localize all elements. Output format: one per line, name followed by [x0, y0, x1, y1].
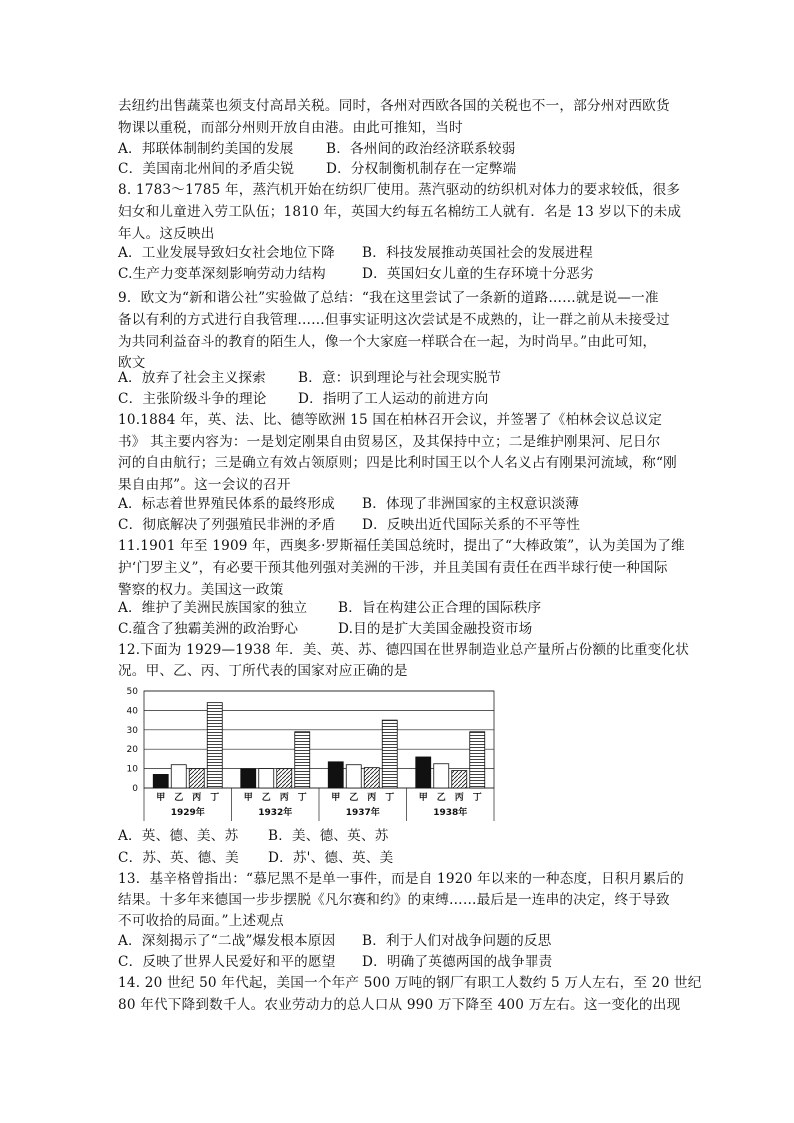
text-line: 书》 其主要内容为：一是划定刚果自由贸易区，及其保持中立；二是维护刚果河、尼日尔 [118, 434, 661, 450]
option-row [118, 264, 612, 284]
answer-option: C．主张阶级斗争的理论 [118, 391, 267, 407]
bar-丁 [207, 703, 222, 788]
series-label: 乙 [436, 793, 446, 803]
text-line: 备以有利的方式进行自我管理……但事实证明这次尝试是不成熟的，让一群之前从未接受过 [118, 312, 670, 328]
text-line: 年人。这反映出 [118, 226, 215, 242]
text-line: 欧文 [118, 355, 146, 371]
y-tick-label: 0 [132, 784, 138, 794]
series-label: 乙 [261, 793, 271, 803]
series-label: 丁 [385, 793, 395, 803]
series-label: 丁 [297, 793, 307, 803]
bar-丁 [382, 720, 397, 788]
text-line: 8. 1783～1785 年，蒸汽机开始在纺织厂使用。蒸汽驱动的纺织机对体力的要求较低，很多 [118, 182, 681, 198]
answer-option: B．利于人们对战争问题的反思 [362, 933, 552, 949]
answer-option: B．各州间的政治经济联系较弱 [326, 141, 516, 157]
answer-option: B．体现了非洲国家的主权意识淡薄 [362, 496, 580, 512]
answer-option: D．反映出近代国际关系的不平等性 [362, 517, 581, 533]
answer-option: D．英国妇女儿童的生存环境十分恶劣 [362, 266, 594, 282]
text-line: 去纽约出售蔬菜也须支付高昂关税。同时，各州对西欧各国的关税也不一，部分州对西欧货 [118, 98, 670, 114]
text-line: 警察的权力。美国这一政策 [118, 582, 284, 598]
option-row [118, 619, 588, 639]
series-label: 甲 [156, 793, 166, 803]
text-line: 果自由邦”。这一会议的召开 [118, 477, 291, 493]
answer-option: B．旨在构建公正合理的国际秩序 [338, 600, 542, 616]
category-label: 1938年 [433, 808, 468, 818]
bar-chart [114, 683, 504, 823]
series-label: 甲 [418, 793, 428, 803]
answer-option: B．科技发展推动英国社会的发展进程 [362, 245, 593, 261]
option-row [118, 598, 588, 618]
series-label: 丙 [367, 793, 377, 803]
series-label: 丙 [279, 793, 289, 803]
bar-丁 [470, 732, 485, 788]
answer-option: C．彻底解决了列强殖民非洲的矛盾 [118, 517, 336, 533]
text-line: 护‘门罗主义”，有必要干预其他列强对美洲的干涉，并且美国有责任在西半球行使一种国际 [118, 560, 668, 576]
bar-甲 [328, 762, 343, 788]
bar-乙 [346, 765, 361, 788]
option-row [118, 494, 612, 514]
category-label: 1937年 [345, 808, 380, 818]
y-tick-label: 30 [126, 725, 138, 736]
category-label: 1932年 [258, 808, 293, 818]
option-row [118, 848, 428, 868]
y-tick-label: 40 [126, 706, 138, 717]
answer-option: A．维护了美洲民族国家的独立 [118, 600, 308, 616]
text-line: 9．欧文为“新和谐公社”实验做了总结：“我在这里尝试了一条新的道路……就是说—一准 [118, 290, 659, 306]
series-label: 丙 [454, 793, 464, 803]
answer-option: A．英、德、美、苏 [118, 828, 239, 844]
answer-option: D．明确了英德两国的战争罪责 [362, 954, 553, 970]
text-line: 妇女和儿童进入劳工队伍；1810 年，英国大约每五名棉纺工人就有．名是 13 岁以下的未成 [118, 204, 682, 220]
text-line: 11.1901 年至 1909 年，西奥多·罗斯福任美国总统时，提出了“大棒政策”，认为美国为了维 [118, 538, 685, 554]
answer-option: C.生产力变革深刻影响劳动力结构 [118, 266, 326, 282]
option-row [118, 139, 546, 159]
bar-丙 [452, 771, 467, 788]
text-line: 10.1884 年，英、法、比、德等欧洲 15 国在柏林召开会议，并签署了《柏林会议总议定 [118, 412, 663, 428]
answer-option: B．意：识到理论与社会现实脱节 [298, 370, 502, 386]
text-line: 为共同利益奋斗的教育的陌生人，像一个大家庭一样联合在一起，为时尚早。”由此可知， [118, 334, 657, 350]
bar-乙 [434, 764, 449, 788]
option-row [118, 952, 612, 972]
series-label: 丙 [192, 793, 202, 803]
answer-option: A．标志着世界殖民体系的最终形成 [118, 496, 335, 512]
bar-乙 [259, 769, 274, 788]
option-row [118, 389, 518, 409]
answer-option: D．指明了工人运动的前进方向 [298, 391, 489, 407]
option-row [118, 515, 612, 535]
text-line: 结果。十多年来德国一步步摆脱《凡尔赛和约》的束缚……最后是一连串的决定，终于导致 [118, 892, 670, 908]
option-row [118, 243, 612, 263]
series-label: 甲 [243, 793, 253, 803]
answer-option: A．邦联体制制约美国的发展 [118, 141, 294, 157]
text-line: 况。甲、乙、丙、丁所代表的国家对应正确的是 [118, 663, 408, 679]
text-line: 14. 20 世纪 50 年代起，美国一个年产 500 万吨的钢厂有职工人数约 5 万人左右，至 20 世纪 [118, 975, 702, 991]
series-label: 乙 [174, 793, 184, 803]
option-row [118, 159, 546, 179]
text-line: 80 年代下降到数千人。农业劳动力的总人口从 990 万下降至 400 万左右。这一变化的出现 [118, 997, 681, 1013]
answer-option: B．美、德、英、苏 [268, 828, 389, 844]
answer-option: D．苏'、德、英、美 [268, 850, 394, 866]
answer-option: C．反映了世界人民爱好和平的愿望 [118, 954, 336, 970]
answer-option: A．深刻揭示了“二战”爆发根本原因 [118, 933, 336, 949]
category-label: 1929年 [170, 808, 205, 818]
bar-乙 [171, 765, 186, 788]
answer-option: D．分权制衡机制存在一定弊端 [326, 161, 517, 177]
option-row [118, 931, 612, 951]
series-label: 丁 [472, 793, 482, 803]
option-row [118, 826, 428, 846]
series-label: 甲 [331, 793, 341, 803]
answer-option: C．苏、英、德、美 [118, 850, 239, 866]
y-tick-label: 20 [126, 745, 138, 756]
text-line: 河的自由航行；三是确立有效占领原则；四是比利时国王以个人名义占有刚果河流域，称“刚 [118, 455, 677, 471]
y-tick-label: 50 [126, 687, 138, 697]
text-line: 不可收拾的局面。”上述观点 [118, 913, 284, 929]
option-row [118, 368, 518, 388]
y-tick-label: 10 [126, 764, 138, 775]
answer-option: A．工业发展导致妇女社会地位下降 [118, 245, 335, 261]
text-line: 13．基辛格曾指出：“慕尼黑不是单一事件，而是自 1920 年以来的一种态度，日积月累后的 [118, 871, 684, 887]
text-line: 物课以重税，而部分州则开放自由港。由此可推知，当时 [118, 120, 463, 136]
bar-甲 [416, 757, 431, 788]
bar-丙 [364, 768, 379, 788]
answer-option: C．美国南北州间的矛盾尖锐 [118, 161, 295, 177]
bar-甲 [153, 774, 168, 788]
bar-甲 [241, 769, 256, 788]
answer-option: A．放弃了社会主义探索 [118, 370, 266, 386]
answer-option: D.目的是扩大美国金融投资市场 [338, 621, 533, 637]
bar-丙 [277, 769, 292, 788]
series-label: 丁 [210, 793, 220, 803]
bar-丙 [189, 769, 204, 788]
series-label: 乙 [349, 793, 359, 803]
bar-丁 [295, 732, 310, 788]
text-line: 12.下面为 1929—1938 年．美、英、苏、德四国在世界制造业总产量所占份额的比重变化状 [118, 642, 690, 658]
answer-option: C.蕴含了独霸美洲的政治野心 [118, 621, 299, 637]
